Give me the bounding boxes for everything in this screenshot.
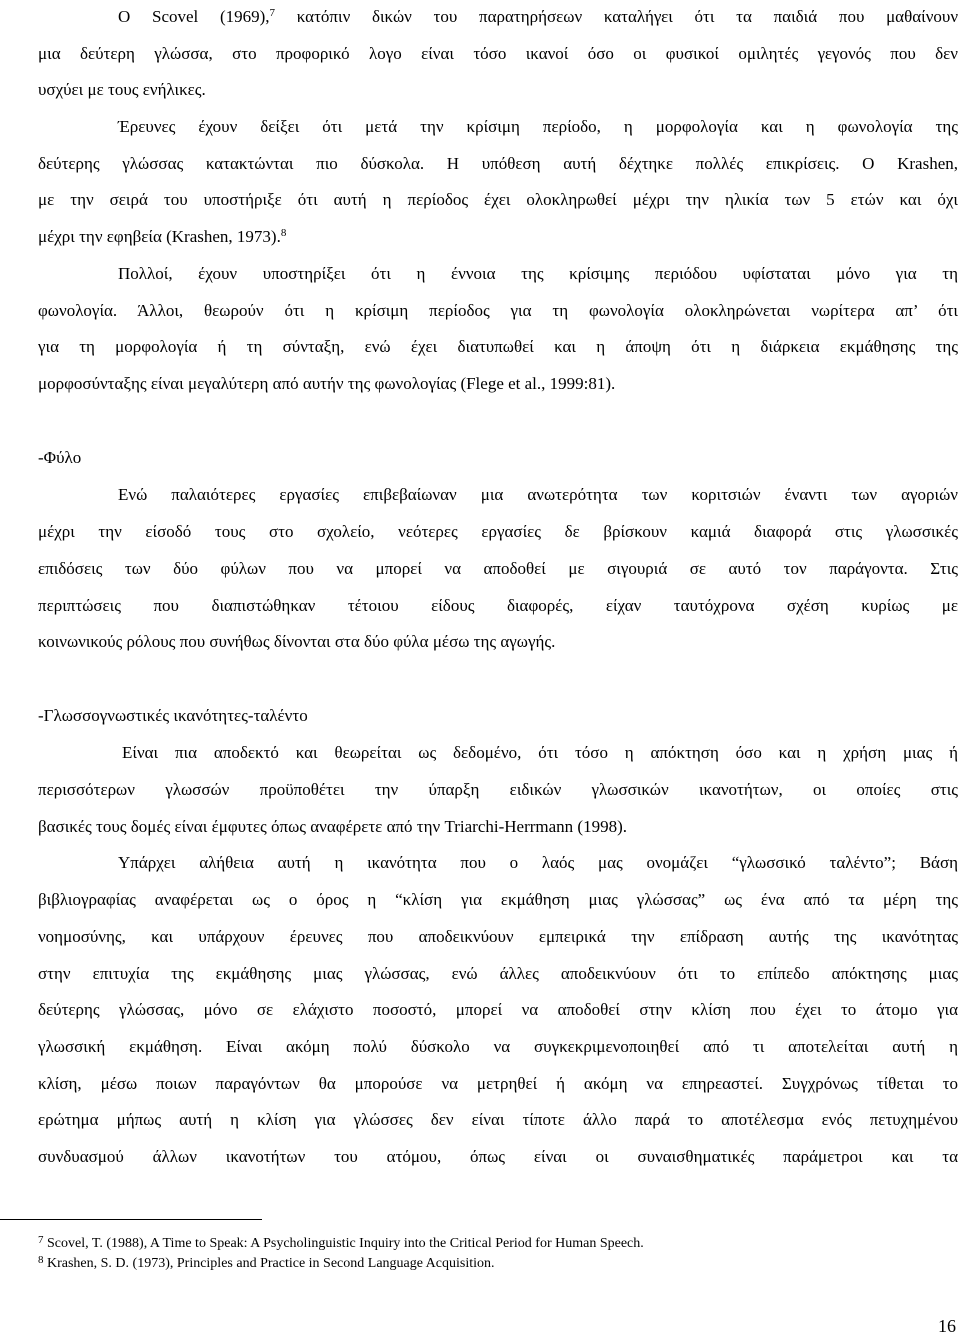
text-line: [38, 337, 958, 357]
text-line: [38, 706, 958, 726]
text-line: [122, 743, 958, 763]
line-text: μια δεύτερη γλώσσα, στο προφορικό λογο είναι τόσο ικανοί όσο οι φυσικοί ομιλητές γεγονός που δεν: [38, 44, 958, 63]
text-line: [38, 227, 958, 247]
text-line: [38, 80, 958, 100]
line-text: βασικές τους δομές είναι έμφυτες όπως αναφέρετε από την Triarchi-Herrmann (1998).: [38, 817, 628, 836]
line-text: μέχρι την είσοδό τους στο σχολείο, νεότερες εργασίες δε βρίσκουν καμιά διαφορά στις γλωσσικές: [38, 522, 958, 541]
line-text: περισσότερων γλωσσών προϋποθέτει την ύπαρξη ειδικών γλωσσικών ικανοτήτων, οι οποίες στις: [38, 780, 958, 799]
text-line: [38, 1074, 958, 1094]
line-text: συνδυασμού άλλων ικανοτήτων του ατόμου, όπως είναι οι συναισθηματικές παράμετροι και τα: [38, 1147, 958, 1166]
line-text: με την σειρά του υποστήριξε ότι αυτή η περίοδος έχει ολοκληρωθεί μέχρι την ηλικία των 5 ετών και όχι: [38, 190, 958, 209]
line-text: ερώτημα μήπως αυτή η κλίση για γλώσσες δεν είναι τίποτε άλλο παρά το αποτέλεσμα ενός πετυχημένου: [38, 1110, 958, 1129]
text-line: [38, 374, 958, 394]
text-line: [38, 301, 958, 321]
footnote: [38, 1235, 644, 1253]
line-text: κλίση, μέσω ποιων παραγόντων θα μπορούσε να μετρηθεί ή ακόμη να επηρεαστεί. Συγχρόνως τίθεται το: [38, 1074, 958, 1093]
line-text-cont: κατόπιν δικών του παρατηρήσεων καταλήγει ότι τα παιδιά που μαθαίνουν: [275, 7, 959, 26]
text-line: [38, 780, 958, 800]
footnote-ref: 8: [280, 227, 287, 239]
text-line: [38, 1037, 958, 1057]
text-line: [38, 448, 958, 468]
text-line: [118, 7, 958, 27]
line-text: στην επιτυχία της εκμάθησης μιας γλώσσας, ενώ άλλες αποδεικνύουν ότι το επίπεδο απόκτησης μιας: [38, 964, 958, 983]
footnote-number: 7: [38, 1234, 44, 1246]
footnote-separator: [0, 1219, 262, 1220]
text-line: [38, 1000, 958, 1020]
line-text: κοινωνικούς ρόλους που συνήθως δίνονται στα δύο φύλα μέσω της αγωγής.: [38, 632, 556, 651]
text-line: [38, 1110, 958, 1130]
text-line: [118, 117, 958, 137]
text-line: [118, 853, 958, 873]
text-line: [38, 632, 958, 652]
footnote-text: Scovel, T. (1988), A Time to Speak: A Psycholinguistic Inquiry into the Critical Period for Human Speech.: [43, 1236, 644, 1251]
line-text: δεύτερης γλώσσας κατακτώνται πιο δύσκολα. Η υπόθεση αυτή δέχτηκε πολλές επικρίσεις. Ο Krashen,: [38, 154, 958, 173]
text-line: [38, 817, 958, 837]
text-line: [38, 44, 958, 64]
line-text: Υπάρχει αλήθεια αυτή η ικανότητα που ο λαός μας ονομάζει “γλωσσικό ταλέντο”; Βάση: [118, 853, 958, 872]
text-line: [38, 596, 958, 616]
line-text: Πολλοί, έχουν υποστηρίξει ότι η έννοια της κρίσιμης περιόδου υφίσταται μόνο για τη: [118, 264, 958, 283]
footnote-text: Krashen, S. D. (1973), Principles and Practice in Second Language Acquisition.: [43, 1256, 495, 1271]
line-text: δεύτερης γλώσσας, μόνο σε ελάχιστο ποσοστό, μπορεί να αποδοθεί στην κλίση που έχει το άτομο για: [38, 1000, 958, 1019]
line-text: -Φύλο: [38, 448, 82, 467]
line-text: μέχρι την εφηβεία (Krashen, 1973).: [38, 227, 281, 246]
text-line: [38, 522, 958, 542]
text-line: [38, 890, 958, 910]
line-text: Έρευνες έχουν δείξει ότι μετά την κρίσιμη περίοδο, η μορφολογία και η φωνολογία της: [118, 117, 958, 136]
text-line: [38, 559, 958, 579]
text-line: [38, 154, 958, 174]
line-text: Είναι πια αποδεκτό και θεωρείται ως δεδομένο, ότι τόσο η απόκτηση όσο και η χρήση μιας ή: [122, 743, 958, 762]
line-text: φωνολογία. Άλλοι, θεωρούν ότι η κρίσιμη περίοδος για τη φωνολογία ολοκληρώνεται νωρίτερα απ’ ότι: [38, 301, 958, 320]
line-text: νοημοσύνης, και υπάρχουν έρευνες που αποδεικνύουν εμπειρικά την επίδραση αυτής της ικανότητας: [38, 927, 958, 946]
line-text: Ενώ παλαιότερες εργασίες επιβεβαίωναν μια ανωτερότητα των κοριτσιών έναντι των αγοριών: [118, 485, 958, 504]
line-text: -Γλωσσογνωστικές ικανότητες-ταλέντο: [38, 706, 308, 725]
line-text: για τη μορφολογία ή τη σύνταξη, ενώ έχει διατυπωθεί και η άποψη ότι η διάρκεια εκμάθησης της: [38, 337, 958, 356]
footnote-number: 8: [38, 1254, 44, 1266]
text-line: [38, 1147, 958, 1167]
line-text: βιβλιογραφίας αναφέρεται ως ο όρος η “κλίση για εκμάθηση μιας γλώσσας” ως ένα από τα μέρη της: [38, 890, 958, 909]
line-text: Ο Scovel (1969),: [118, 7, 270, 26]
page-number: 16: [938, 1316, 956, 1336]
line-text: επιδόσεις των δύο φύλων που να μπορεί να αποδοθεί με σιγουριά σε αυτό τον παράγοντα. Στις: [38, 559, 958, 578]
line-text: υσχύει με τους ενήλικες.: [38, 80, 206, 99]
line-text: γλωσσική εκμάθηση. Είναι ακόμη πολύ δύσκολο να συγκεκριμενοποιηθεί από τι αποτελείται αυτή η: [38, 1037, 958, 1056]
text-line: [38, 964, 958, 984]
line-text: μορφοσύνταξης είναι μεγαλύτερη από αυτήν της φωνολογίας (Flege et al., 1999:81).: [38, 374, 616, 393]
footnote: [38, 1255, 495, 1273]
text-line: [118, 264, 958, 284]
text-line: [38, 927, 958, 947]
text-line: [118, 485, 958, 505]
line-text: περιπτώσεις που διαπιστώθηκαν τέτοιου είδους διαφορές, είχαν ταυτόχρονα σχέση κυρίως με: [38, 596, 958, 615]
text-line: [38, 190, 958, 210]
footnote-ref: 7: [269, 7, 276, 19]
